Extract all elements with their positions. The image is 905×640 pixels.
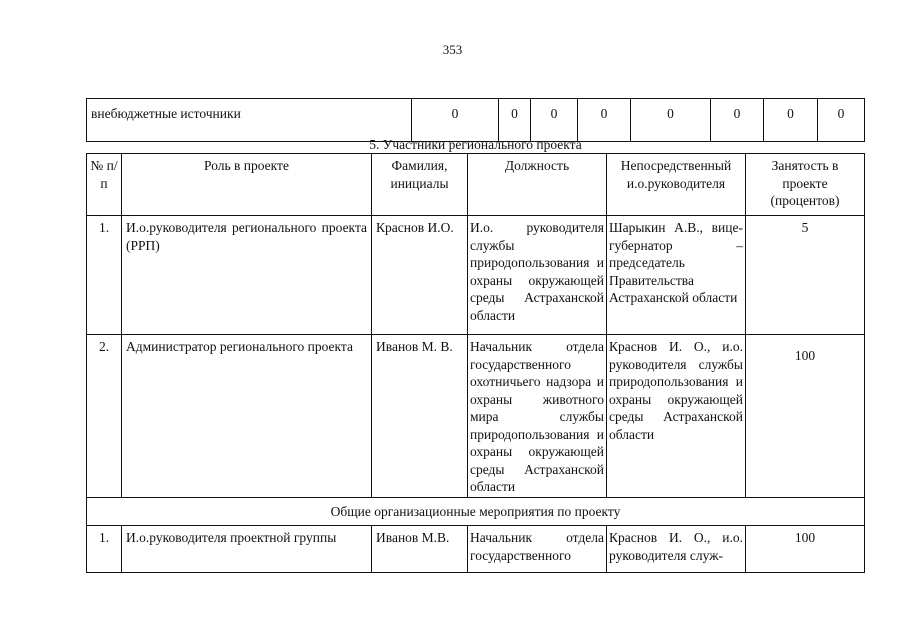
group-title: Общие организационные мероприятия по проекту [87,498,865,526]
row-position: И.о. руководителя службы природопользования и охраны окружающей среды Астраханской области [468,216,607,335]
budget-label: внебюджетные источники [87,99,412,142]
row-role: И.о.руководителя проектной группы [122,526,372,573]
header-row [87,154,865,216]
row-num: 1. [87,216,122,335]
header-position: Должность [468,154,607,216]
budget-value: 0 [818,99,865,142]
table-row [87,526,865,573]
table-row [87,216,865,335]
budget-value: 0 [578,99,631,142]
row-position: Начальник отдела государственного [468,526,607,573]
group-title-row [87,498,865,526]
budget-value: 0 [531,99,578,142]
row-num: 1. [87,526,122,573]
header-manager: Непосредственный и.о.руководителя [607,154,746,216]
row-manager: Шарыкин А.В., вице-губернатор – председатель Правительства Астраханской области [607,216,746,335]
row-employment: 5 [746,216,865,335]
header-num: № п/п [87,154,122,216]
section-title-row [87,136,865,154]
budget-value: 0 [631,99,711,142]
row-position: Начальник отдела государственного охотничьего надзора и охраны животного мира службы природопользования и охраны окружающей среды Астраханской области [468,335,607,498]
row-name: Краснов И.О. [372,216,468,335]
budget-value: 0 [764,99,818,142]
page-number: 353 [442,42,463,57]
header-employment: Занятость в проекте (процентов) [746,154,865,216]
row-name: Иванов М.В. [372,526,468,573]
row-employment: 100 [746,526,865,573]
header-name: Фамилия, инициалы [372,154,468,216]
budget-value: 0 [711,99,764,142]
row-num: 2. [87,335,122,498]
row-name: Иванов М. В. [372,335,468,498]
row-manager: Краснов И. О., и.о. руководителя службы природопользования и охраны окружающей среды Астраханской области [607,335,746,498]
row-employment: 100 [746,335,865,498]
participants-table [86,136,865,573]
row-manager: Краснов И. О., и.о. руководителя служ- [607,526,746,573]
budget-value: 0 [412,99,499,142]
header-role: Роль в проекте [122,154,372,216]
section-title: 5. Участники регионального проекта [87,136,865,154]
row-role: И.о.руководителя регионального проекта (РРП) [122,216,372,335]
row-role: Администратор регионального проекта [122,335,372,498]
table-row [87,335,865,498]
budget-value: 0 [499,99,531,142]
